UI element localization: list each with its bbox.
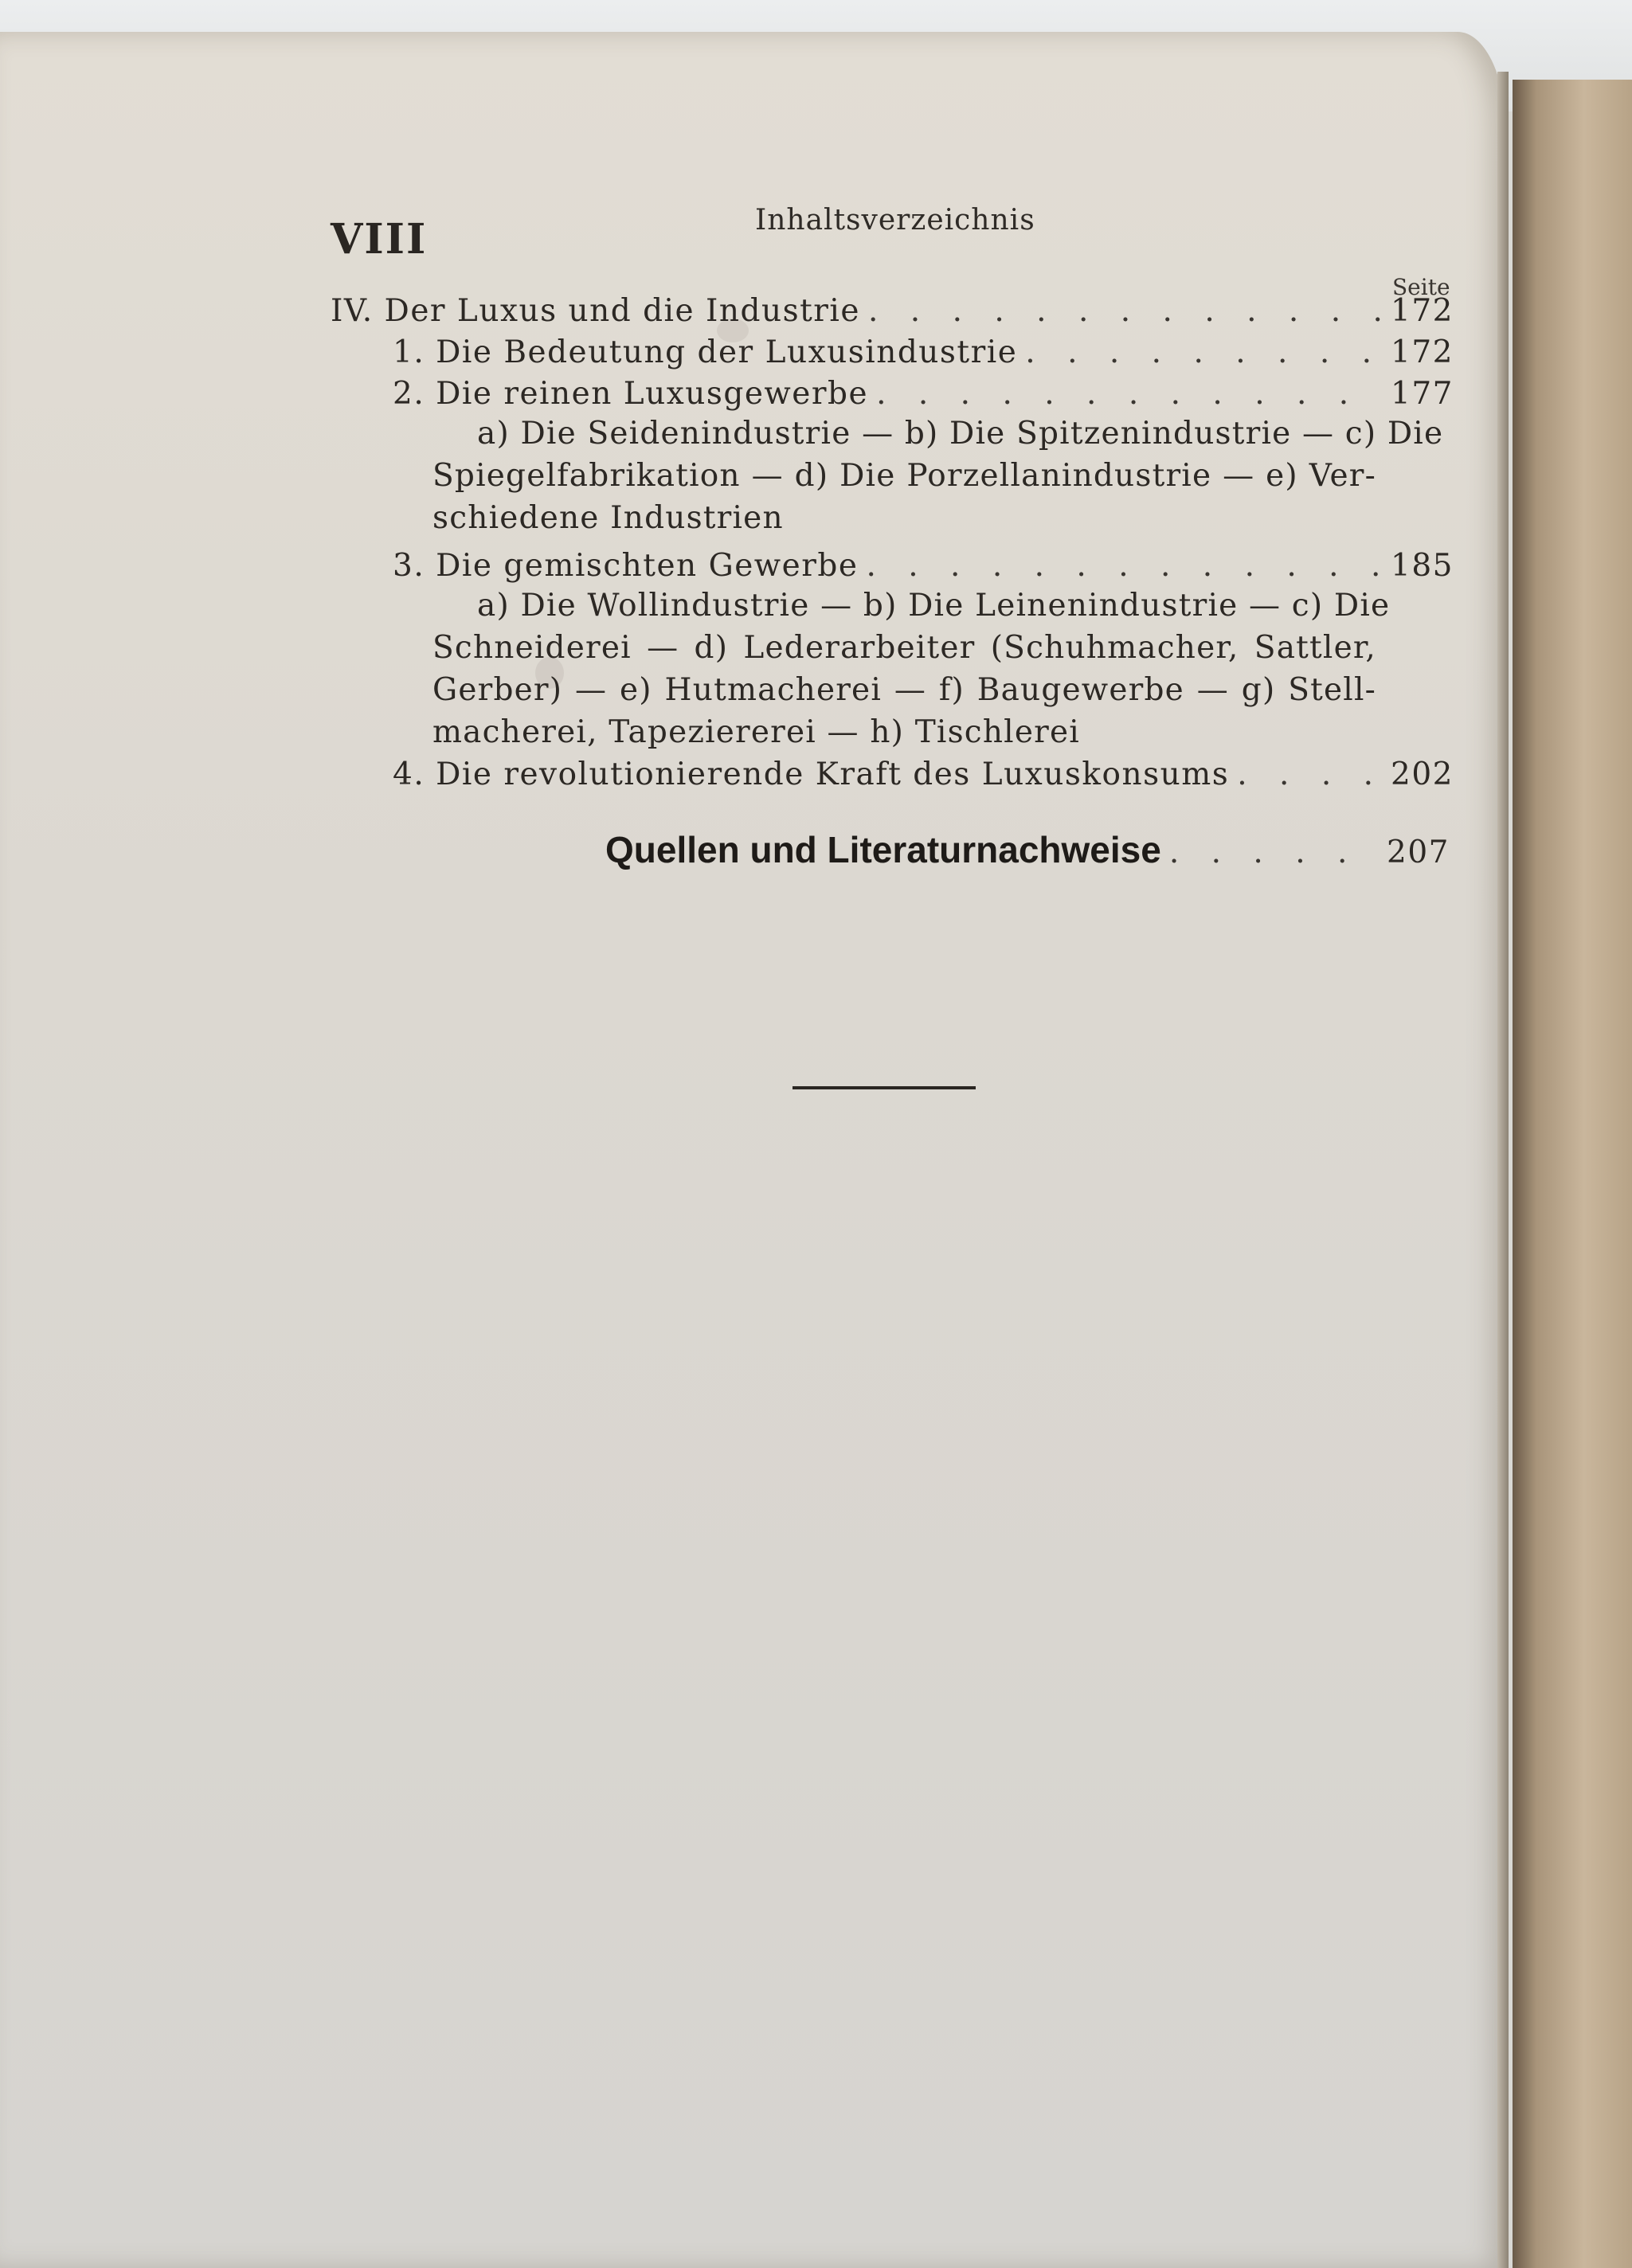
- facing-page-edge: [1513, 80, 1632, 2268]
- toc-subentry-line: schiedene Industrien: [432, 500, 784, 536]
- toc-page-number: 177: [1391, 376, 1454, 412]
- toc-subentry-line: Gerber) — e) Hutmacherei — f) Baugewerbe — g) Stell-: [432, 672, 1376, 708]
- toc-subentry-line: Spiegelfabrikation — d) Die Porzellanindustrie — e) Ver-: [432, 458, 1376, 494]
- leader-dots: [1237, 757, 1383, 792]
- toc-page-number: 172: [1391, 334, 1454, 370]
- toc-subentry-line: a) Die Wollindustrie — b) Die Leinenindustrie — c) Die: [477, 588, 1391, 624]
- toc-entry-section-3: [393, 548, 1454, 584]
- end-rule: [793, 1086, 976, 1089]
- toc-entry-label: 3. Die gemischten Gewerbe: [393, 548, 859, 584]
- toc-subentry-line: macherei, Tapeziererei — h) Tischlerei: [432, 714, 1080, 750]
- toc-entry-label: 2. Die reinen Luxusgewerbe: [393, 376, 869, 412]
- toc-entry-label: 4. Die revolutionierende Kraft des Luxuskonsums: [393, 757, 1230, 792]
- toc-page-number: 172: [1391, 293, 1454, 329]
- toc-entry-label: IV. Der Luxus und die Industrie: [331, 293, 860, 329]
- toc-page-number: 207: [1387, 835, 1450, 870]
- toc-entry-section-1: [393, 334, 1454, 370]
- toc-page-number: 185: [1391, 548, 1454, 584]
- toc-entry-quellen: [605, 828, 1450, 871]
- toc-subentries-section-3: [432, 585, 1391, 753]
- leader-dots: [866, 548, 1383, 584]
- leader-dots: [868, 293, 1383, 329]
- toc-subentry-line: a) Die Seidenindustrie — b) Die Spitzenindustrie — c) Die: [477, 416, 1444, 452]
- leader-dots: [1169, 835, 1379, 870]
- leader-dots: [876, 376, 1383, 412]
- toc-page-number: 202: [1391, 757, 1454, 792]
- seite-column-label: Seite: [1392, 274, 1450, 300]
- toc-entry-label: 1. Die Bedeutung der Luxusindustrie: [393, 334, 1018, 370]
- toc-subentry-line: Schneiderei — d) Lederarbeiter (Schuhmacher, Sattler,: [432, 630, 1376, 666]
- table-of-contents: [0, 0, 1505, 956]
- toc-entry-section-4: [393, 757, 1454, 792]
- toc-subentries-section-2: [432, 413, 1444, 539]
- toc-entry-chapter-iv: [331, 293, 1454, 329]
- leader-dots: [1025, 334, 1383, 370]
- page-header-title: Inhaltsverzeichnis: [755, 204, 1035, 237]
- toc-entry-label: Quellen und Literaturnachweise: [605, 829, 1161, 870]
- page-number: VIII: [331, 215, 428, 264]
- toc-entry-section-2: [393, 376, 1454, 412]
